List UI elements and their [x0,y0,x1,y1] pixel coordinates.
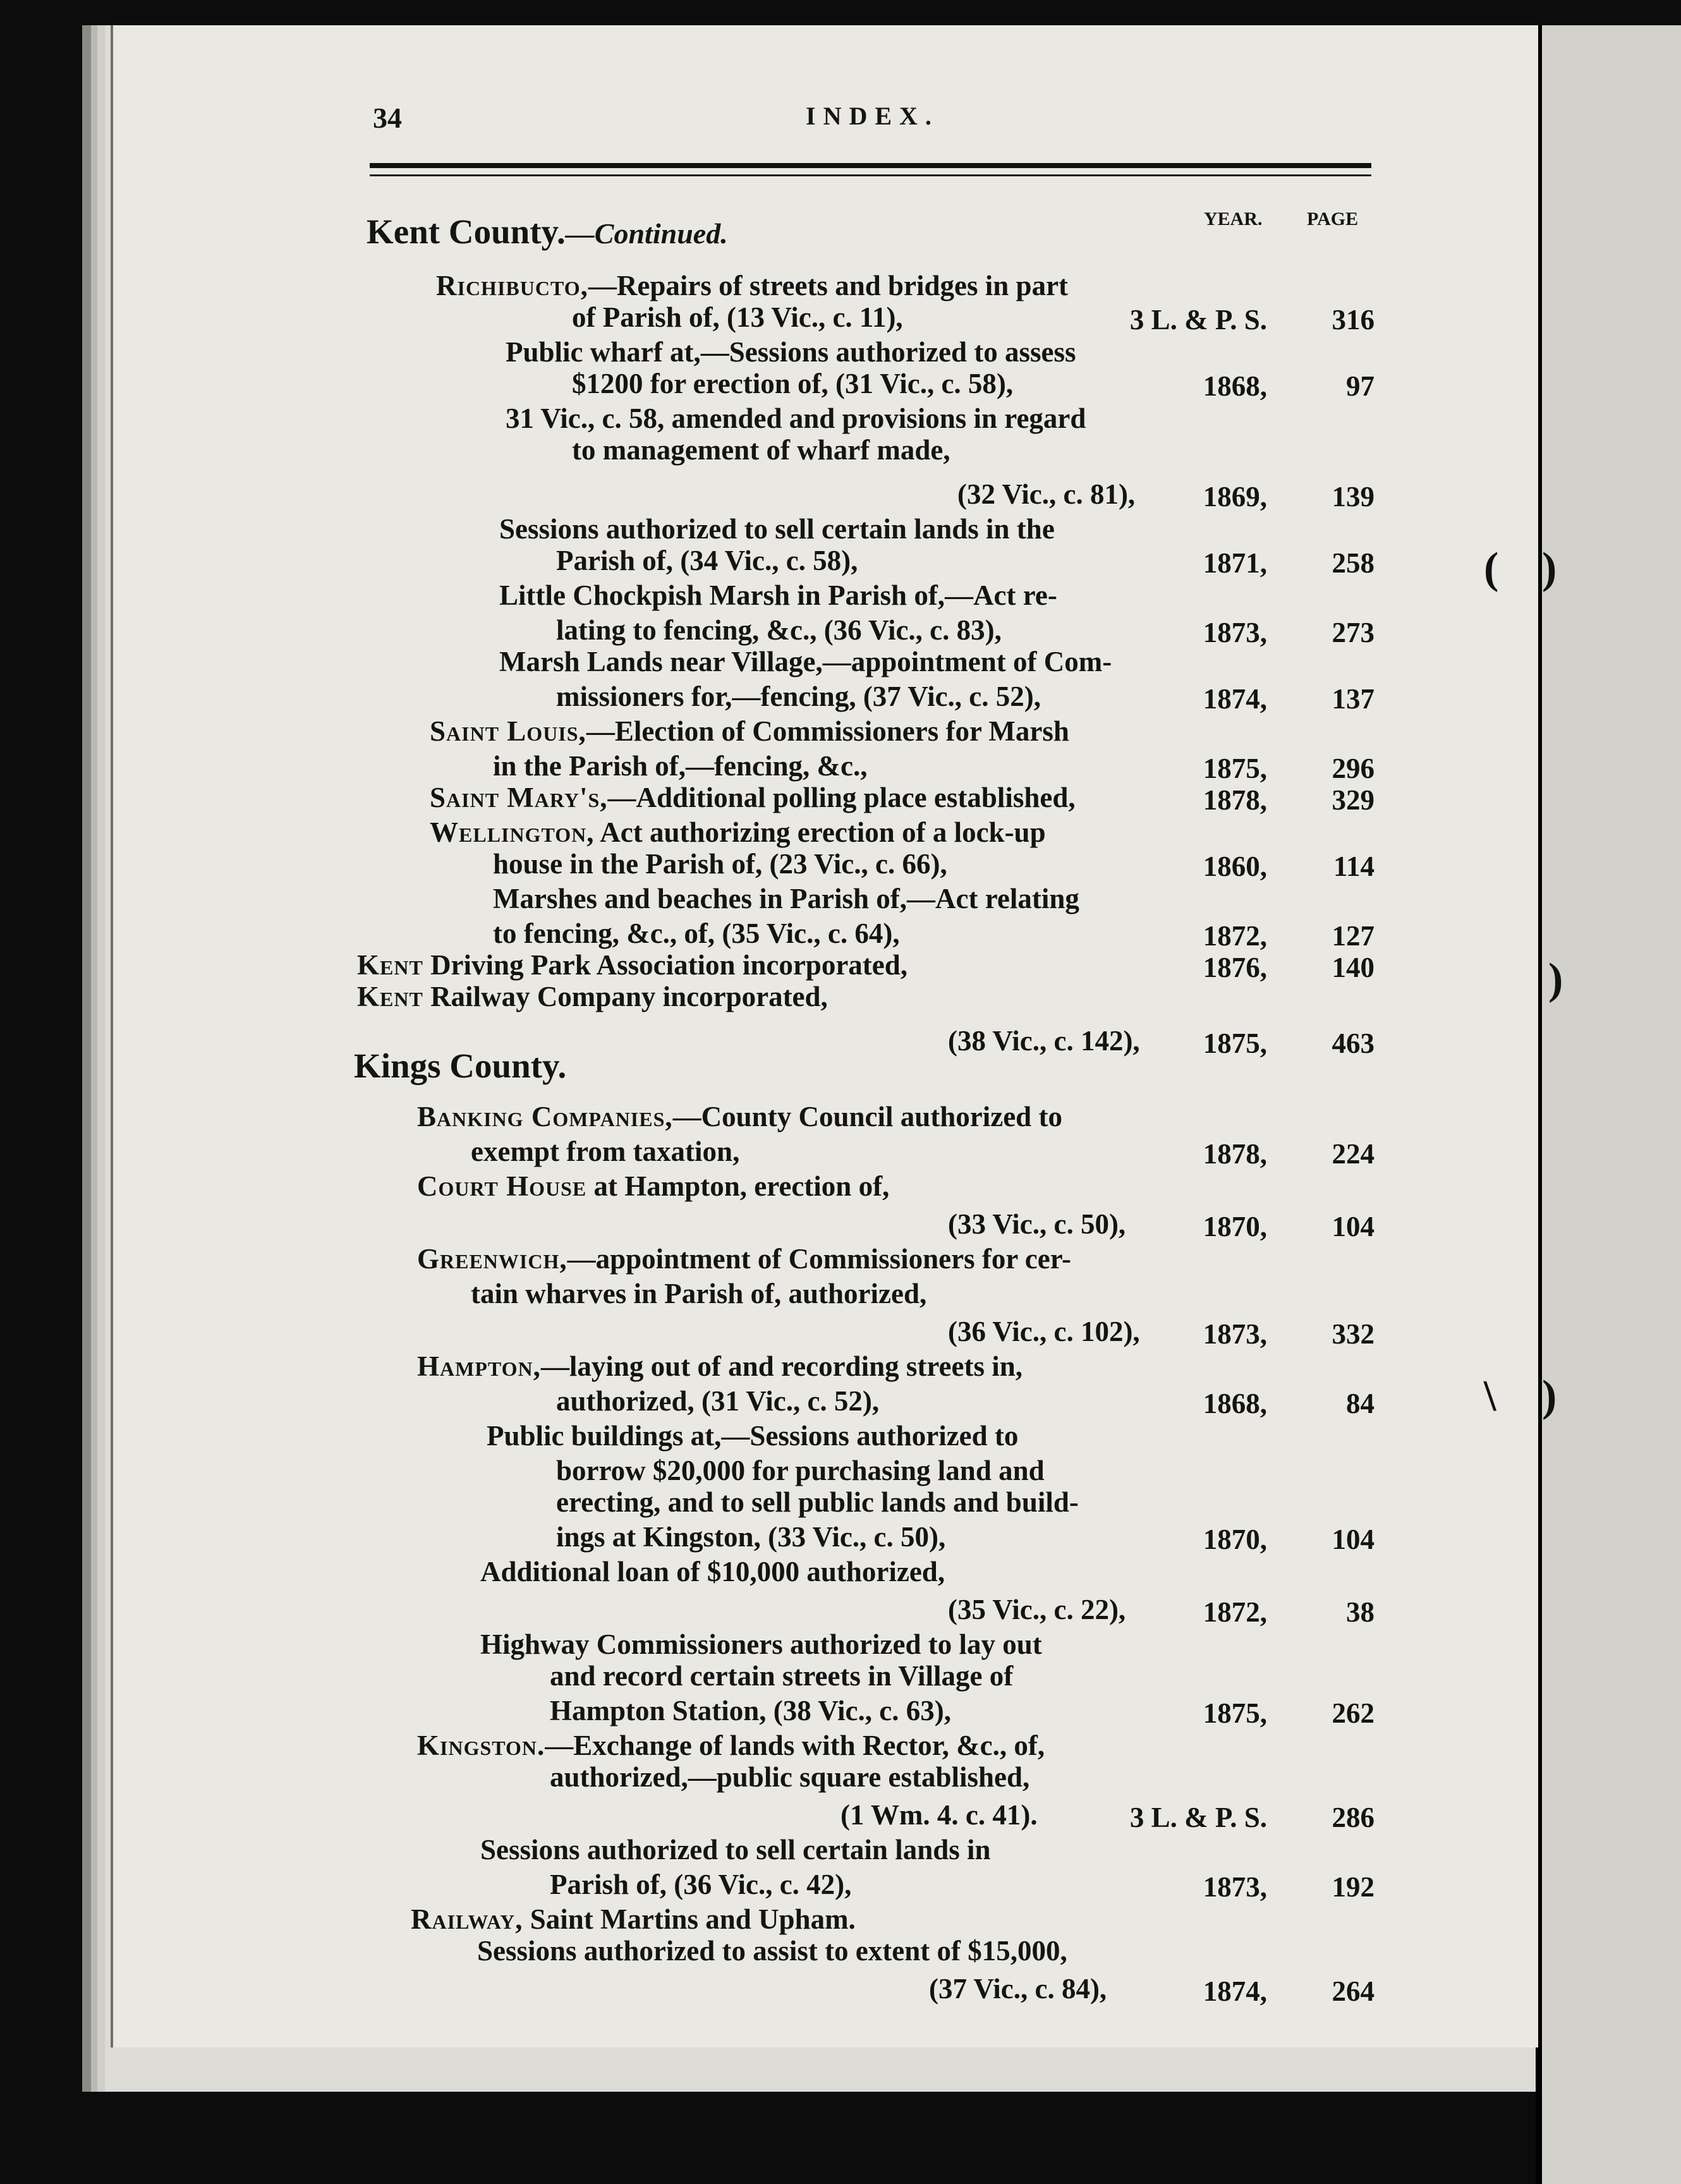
entry-page: 224 [1332,1138,1375,1170]
index-line [929,1975,1107,2003]
entry-text: $1200 for erection of, (31 Vic., c. 58), [572,368,1014,399]
entry-page: 84 [1346,1388,1375,1419]
index-line [357,951,907,980]
entry-year: 1878, [1203,1138,1267,1170]
entry-year: 1869, [1203,481,1267,513]
entry-text: erecting, and to sell public lands and build- [556,1486,1079,1518]
entry-year: 1876, [1203,952,1267,983]
entry-text: Sessions authorized to sell certain lands in the [499,513,1055,545]
index-line [572,370,1013,398]
entry-text: missioners for,—fencing, (37 Vic., c. 52), [556,681,1041,712]
index-line [948,1027,1140,1055]
index-line [417,1172,889,1201]
entry-page: 286 [1332,1802,1375,1833]
entry-text: Marsh Lands near Village,—appointment of Com- [499,646,1112,677]
index-line [550,1871,851,1899]
entry-page: 258 [1332,547,1375,579]
entry-text: —Repairs of streets and bridges in part [588,270,1069,301]
entry-text: Public wharf at,—Sessions authorized to assess [506,336,1076,368]
entry-text: to management of wharf made, [572,434,950,466]
page-header [373,101,1371,139]
entry-text: Little Chockpish Marsh in Parish of,—Act re- [499,579,1057,611]
entry-text: and record certain streets in Village of [550,1660,1014,1692]
entry-year: 1874, [1203,683,1267,715]
column-header-year: YEAR. [1204,209,1263,229]
index-line [487,1422,1018,1450]
entry-text: Sessions authorized to assist to extent of $15,000, [477,1935,1067,1967]
index-line [471,1138,739,1166]
entry-text: ings at Kingston, (33 Vic., c. 50), [556,1521,946,1553]
entry-text: to fencing, &c., of, (35 Vic., c. 64), [493,918,900,949]
entry-text: authorized, (31 Vic., c. 52), [556,1385,880,1417]
entry-text: (33 Vic., c. 50), [948,1208,1126,1240]
entry-keyword: Richibucto, [436,270,588,301]
entry-page: 137 [1332,683,1375,715]
entry-text: Hampton Station, (38 Vic., c. 63), [550,1695,951,1726]
margin-mark: ) [1542,1372,1557,1421]
index-line [499,515,1055,543]
index-line [506,338,1076,367]
index-line [480,1836,991,1864]
index-line [480,1630,1042,1659]
index-line [556,1387,879,1416]
column-header-page: PAGE [1307,209,1359,229]
entry-page: 262 [1332,1697,1375,1729]
facing-page-edge [1542,25,1681,2184]
index-line [471,1280,926,1308]
entry-year: 1868, [1203,1388,1267,1419]
entry-text: Parish of, (36 Vic., c. 42), [550,1869,852,1900]
entry-text: house in the Parish of, (23 Vic., c. 66), [493,848,947,880]
entry-text: (32 Vic., c. 81), [957,478,1136,510]
entry-text: —appointment of Commissioners for cer- [567,1243,1072,1275]
page-number: 34 [373,102,402,134]
entry-page: 463 [1332,1028,1375,1059]
index-line [948,1318,1140,1346]
index-line [493,850,947,878]
entry-text: Additional loan of $10,000 authorized, [480,1556,945,1587]
section-heading-kings: Kings County. [354,1046,567,1085]
index-line [417,1103,1062,1131]
entry-keyword: Saint Louis, [430,715,586,747]
index-line [556,1523,945,1551]
entry-year: 1878, [1203,784,1267,816]
entry-page: 140 [1332,952,1375,983]
entry-page: 273 [1332,617,1375,648]
entry-page: 296 [1332,753,1375,784]
entry-text: authorized,—public square established, [550,1761,1030,1793]
index-line [550,1662,1013,1690]
entry-text: 31 Vic., c. 58, amended and provisions in regard [506,403,1086,434]
entry-page: 329 [1332,784,1375,816]
entry-text: lating to fencing, &c., (36 Vic., c. 83), [556,614,1002,646]
index-line [556,547,858,575]
entry-year: 1870, [1203,1211,1267,1242]
header-rule-thick [370,163,1371,168]
entry-text: Sessions authorized to sell certain lands in [480,1834,991,1866]
entry-text: tain wharves in Parish of, authorized, [471,1278,927,1309]
entry-text: in the Parish of,—fencing, &c., [493,750,868,782]
entry-keyword: Kent [357,949,423,981]
index-line [430,818,1046,847]
entry-page: 192 [1332,1871,1375,1903]
entry-page: 38 [1346,1596,1375,1628]
entry-page: 127 [1332,920,1375,952]
index-line [957,480,1135,509]
entry-text: Public buildings at,—Sessions authorized to [487,1420,1019,1452]
index-line [477,1937,1067,1965]
entry-keyword: Greenwich, [417,1243,567,1275]
heading-kent-title: Kent County. [367,212,566,251]
margin-mark: ) [1548,955,1563,1004]
heading-kent-continued: —Continued. [565,217,728,250]
index-line [572,303,903,332]
entry-text: (35 Vic., c. 22), [948,1594,1126,1625]
index-line [411,1905,856,1934]
entry-page: 264 [1332,1975,1375,2007]
section-heading-kent [367,212,728,252]
entry-text: Railway Company incorporated, [423,981,828,1012]
entry-text: Parish of, (34 Vic., c. 58), [556,545,858,576]
entry-text: —County Council authorized to [672,1101,1062,1132]
entry-keyword: Hampton, [417,1350,541,1382]
entry-text: Driving Park Association incorporated, [423,949,908,981]
entry-text: (37 Vic., c. 84), [929,1973,1107,2005]
index-line [550,1697,951,1725]
entry-year: 1871, [1203,547,1267,579]
entry-year: 3 L. & P. S. [1129,304,1267,336]
index-line [572,436,950,464]
entry-year: 3 L. & P. S. [1129,1802,1267,1833]
entry-keyword: Wellington, [430,816,595,848]
entry-year: 1875, [1203,1697,1267,1729]
index-line [480,1558,945,1586]
entry-keyword: Saint Mary's, [430,782,608,813]
entry-keyword: Court House [417,1170,587,1202]
index-line [506,404,1086,433]
index-line [556,1457,1045,1485]
entry-page: 104 [1332,1524,1375,1555]
index-line [556,1488,1079,1517]
entry-keyword: Railway, [411,1903,523,1935]
margin-mark: \ [1484,1372,1496,1421]
entry-text: Marshes and beaches in Parish of,—Act relating [493,883,1079,914]
entry-year: 1860, [1203,851,1267,882]
entry-text: —laying out of and recording streets in, [540,1350,1023,1382]
entry-text: —Election of Commissioners for Marsh [586,715,1069,747]
entry-keyword: Kent [357,981,423,1012]
index-line [493,885,1079,913]
index-line [556,682,1041,711]
index-line [430,784,1076,812]
index-line [948,1210,1126,1239]
entry-text: Act authorizing erection of a lock-up [594,816,1046,848]
entry-text: —Additional polling place established, [607,782,1076,813]
entry-page: 139 [1332,481,1375,513]
entry-text: (38 Vic., c. 142), [948,1025,1140,1057]
index-line [556,616,1002,645]
entry-year: 1872, [1203,920,1267,952]
entry-keyword: Banking Companies, [417,1101,673,1132]
entry-year: 1874, [1203,1975,1267,2007]
header-rule-thin [370,174,1371,176]
entry-text: at Hampton, erection of, [586,1170,890,1202]
entry-year: 1875, [1203,753,1267,784]
entry-text: (36 Vic., c. 102), [948,1316,1140,1347]
entry-keyword: Kingston. [417,1730,545,1761]
index-line [493,919,900,948]
entry-text: Saint Martins and Upham. [523,1903,856,1935]
entry-page: 114 [1333,851,1375,882]
entry-year: 1873, [1203,617,1267,648]
index-line [417,1245,1071,1273]
entry-page: 97 [1346,370,1375,402]
index-line [357,983,828,1011]
index-line [499,648,1112,676]
entry-page: 104 [1332,1211,1375,1242]
entry-year: 1873, [1203,1871,1267,1903]
entry-text: of Parish of, (13 Vic., c. 11), [572,301,903,333]
index-line [493,752,867,780]
index-line [841,1801,1038,1829]
index-line [948,1596,1126,1624]
entry-text: borrow $20,000 for purchasing land and [556,1455,1045,1486]
index-line [417,1352,1023,1381]
entry-text: exempt from taxation, [471,1136,740,1167]
index-line [550,1763,1029,1792]
index-line [430,717,1069,746]
entry-year: 1872, [1203,1596,1267,1628]
entry-year: 1870, [1203,1524,1267,1555]
index-line [499,581,1057,610]
entry-page: 332 [1332,1318,1375,1350]
margin-mark: ) [1542,544,1557,593]
entry-year: 1868, [1203,370,1267,402]
entry-text: —Exchange of lands with Rector, &c., of, [545,1730,1045,1761]
index-line [436,272,1068,300]
entry-text: (1 Wm. 4. c. 41). [841,1799,1038,1831]
entry-year: 1873, [1203,1318,1267,1350]
index-line [417,1732,1045,1760]
entry-page: 316 [1332,304,1375,336]
entry-text: Highway Commissioners authorized to lay out [480,1629,1042,1660]
running-head: INDEX. [806,102,939,130]
entry-year: 1875, [1203,1028,1267,1059]
margin-mark: ( [1484,544,1499,593]
